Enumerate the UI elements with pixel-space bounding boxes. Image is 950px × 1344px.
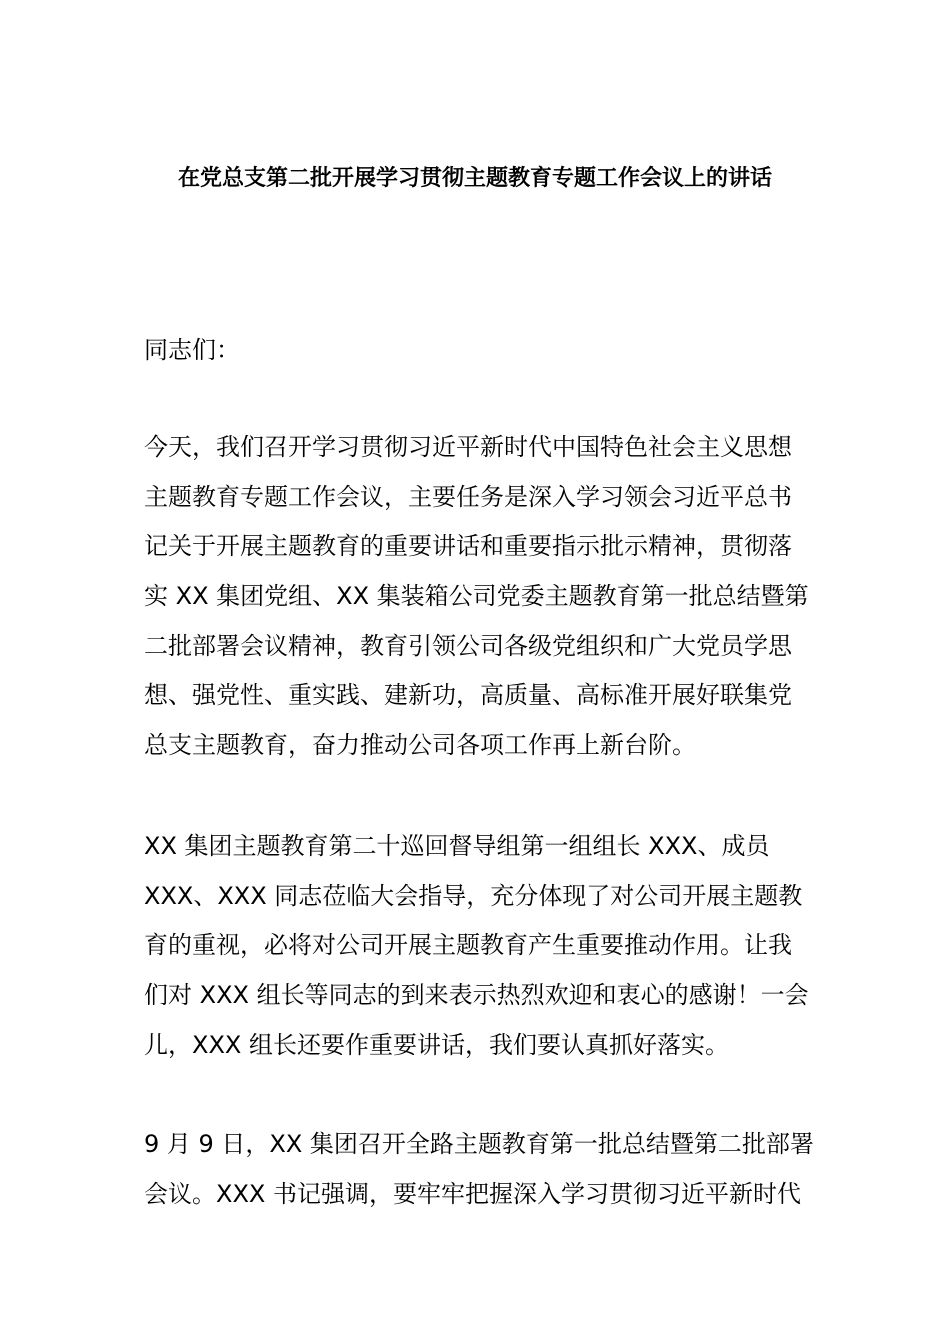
salutation: 同志们：	[144, 336, 240, 364]
paragraph-line: 会议。XXX 书记强调，要牢牢把握深入学习贯彻习近平新时代	[144, 1179, 801, 1208]
paragraph-line: 9 月 9 日，XX 集团召开全路主题教育第一批总结暨第二批部署	[144, 1130, 814, 1158]
paragraph-welcome	[144, 822, 808, 1070]
paragraph-line: 记关于开展主题教育的重要讲话和重要指示批示精神，贯彻落	[144, 532, 792, 561]
paragraph-line: 主题教育专题工作会议，主要任务是深入学习领会习近平总书	[144, 482, 792, 511]
paragraph-meeting	[144, 1120, 814, 1219]
paragraph-opening	[144, 423, 808, 771]
paragraph-line: 实 XX 集团党组、XX 集装箱公司党委主题教育第一批总结暨第	[144, 582, 809, 611]
paragraph-line: 想、强党性、重实践、建新功，高质量、高标准开展好联集党	[144, 681, 792, 710]
paragraph-line: XXX、XXX 同志莅临大会指导，充分体现了对公司开展主题教	[144, 881, 803, 910]
paragraph-line: 儿，XXX 组长还要作重要讲话，我们要认真抓好落实。	[144, 1030, 729, 1059]
paragraph-line: 二批部署会议精神，教育引领公司各级党组织和广大党员学思	[144, 631, 792, 660]
paragraph-line: 们对 XXX 组长等同志的到来表示热烈欢迎和衷心的感谢！一会	[144, 981, 809, 1010]
paragraph-line: 总支主题教育，奋力推动公司各项工作再上新台阶。	[144, 731, 696, 760]
paragraph-line: 今天，我们召开学习贯彻习近平新时代中国特色社会主义思想	[144, 433, 792, 461]
paragraph-line: 育的重视，必将对公司开展主题教育产生重要推动作用。让我	[144, 931, 792, 960]
paragraph-line: XX 集团主题教育第二十巡回督导组第一组组长 XXX、成员	[144, 832, 770, 860]
document-title: 在党总支第二批开展学习贯彻主题教育专题工作会议上的讲话	[177, 166, 772, 191]
